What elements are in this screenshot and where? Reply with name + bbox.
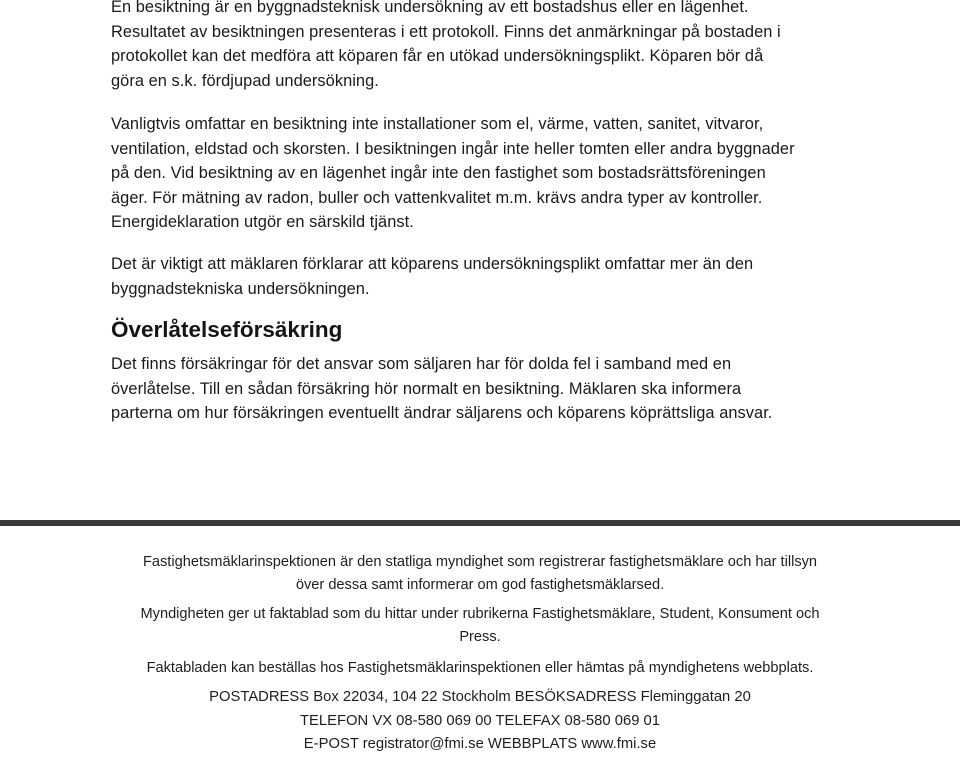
footer-about-agency xyxy=(0,551,960,597)
text-line: protokollet kan det medföra att köparen får en utökad undersökningsplikt. Köparen bör då xyxy=(111,47,764,65)
text-line: parterna om hur försäkringen eventuellt ändrar säljarens och köparens köprättsliga ansvar. xyxy=(111,404,773,422)
text-line: på den. Vid besiktning av en lägenhet ingår inte den fastighet som bostadsrättsföreningen xyxy=(111,164,766,182)
footer-factsheets xyxy=(0,603,960,649)
footer-email-web: E-POST registrator@fmi.se WEBBPLATS www.fmi.se xyxy=(303,736,657,752)
text-line: Det finns försäkringar för det ansvar som säljaren har för dolda fel i samband med en xyxy=(111,355,732,373)
text-line: byggnadstekniska undersökningen. xyxy=(111,279,370,298)
section-heading: Överlåtelseförsäkring xyxy=(111,317,343,342)
footer-phone: TELEFON VX 08-580 069 00 TELEFAX 08-580 069 01 xyxy=(299,712,660,729)
footer-line: Faktabladen kan beställas hos Fastighetsmäklarinspektionen eller hämtas på myndighetens webbplats. xyxy=(146,660,814,676)
text-line: ventilation, eldstad och skorsten. I besiktningen ingår inte heller tomten eller andra byggnader xyxy=(111,139,795,158)
footer-ordering xyxy=(0,657,960,680)
paragraph-overlatelseforsakring xyxy=(111,352,871,426)
text-line: äger. För mätning av radon, buller och vattenkvalitet m.m. krävs andra typer av kontroller. xyxy=(111,188,763,207)
text-line: göra en s.k. fördjupad undersökning. xyxy=(111,71,379,90)
paragraph-besiktning-scope xyxy=(111,112,871,235)
footer-contact-block xyxy=(0,686,960,757)
paragraph-maklare-ansvar xyxy=(111,252,871,301)
text-line: Vanligtvis omfattar en besiktning inte installationer som el, värme, vatten, sanitet, vitvaror, xyxy=(111,115,764,133)
text-line: Det är viktigt att mäklaren förklarar att köparens undersökningsplikt omfattar mer än den xyxy=(111,255,754,273)
footer-line: över dessa samt informerar om god fastighetsmäklarsed. xyxy=(295,577,665,593)
footer-line: Press. xyxy=(459,629,501,645)
footer-divider xyxy=(0,520,960,526)
footer-address: POSTADRESS Box 22034, 104 22 Stockholm BESÖKSADRESS Fleminggatan 20 xyxy=(209,689,751,705)
paragraph-besiktning-intro xyxy=(111,0,871,93)
text-line: Energideklaration utgör en särskild tjänst. xyxy=(111,213,414,231)
footer-line: Fastighetsmäklarinspektionen är den statliga myndighet som registrerar fastighetsmäklare och har tillsyn xyxy=(142,554,818,570)
text-line: överlåtelse. Till en sådan försäkring hör normalt en besiktning. Mäklaren ska informera xyxy=(111,379,742,398)
text-line: Resultatet av besiktningen presenteras i ett protokoll. Finns det anmärkningar på bostaden i xyxy=(111,22,781,41)
text-line: En besiktning är en byggnadsteknisk undersökning av ett bostadshus eller en lägenhet. xyxy=(111,0,749,16)
footer-line: Myndigheten ger ut faktablad som du hittar under rubrikerna Fastighetsmäklare, Student, Konsument och xyxy=(140,606,820,622)
